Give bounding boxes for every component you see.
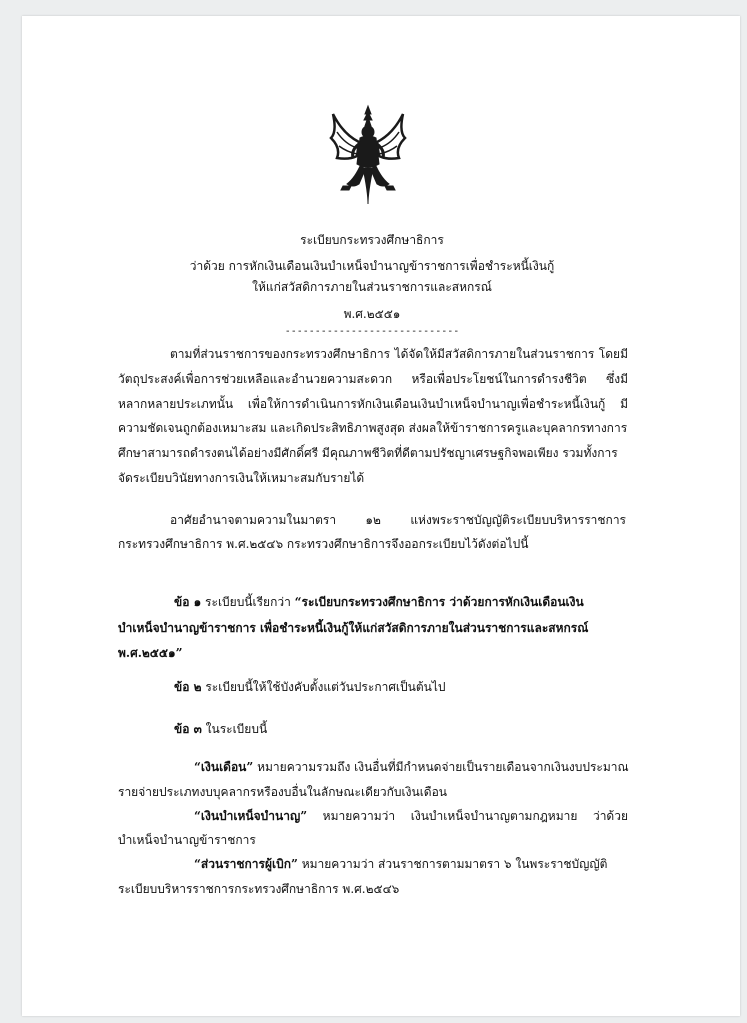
definition-line: บำเหน็จบำนาญข้าราชการ [118,833,256,847]
text-segment: ระเบียบนี้ให้ใช้บังคับตั้งแต่วันประกาศเป็นต้นไป [205,680,446,694]
document-subtitle-2: ให้แก่สวัสดิการภายในส่วนราชการและสหกรณ์ [252,280,492,294]
authority-line: กระทรวงศึกษาธิการ พ.ศ.๒๕๔๖ กระทรวงศึกษาธิการจึงออกระเบียบไว้ดังต่อไปนี้ [118,537,529,551]
text-segment: ซึ่งมี [606,372,628,386]
definition-term: “เงินเดือน” [194,760,254,774]
definition-line [194,808,628,824]
text-segment: ตามที่ส่วนราชการของกระทรวงศึกษาธิการ [170,347,391,361]
text-segment: ๑๒ [365,513,381,527]
text-segment: ว่าด้วย [592,809,628,823]
clause-1-line: พ.ศ.๒๕๕๑” [118,646,183,660]
definition-term: “ส่วนราชการผู้เบิก” [194,857,298,871]
preamble-line [170,346,628,362]
definition-line: ระเบียบบริหารราชการกระทรวงศึกษาธิการ พ.ศ.๒๕๔๖ [118,882,400,896]
text-segment: อาศัยอำนาจตามความในมาตรา [170,513,337,527]
text-segment: ระเบียบนี้เรียกว่า [205,595,291,609]
garuda-emblem-icon [327,104,409,212]
text-segment: หลากหลายประเภทนั้น [118,397,234,411]
clause-1-line: บำเหน็จบำนาญข้าราชการ เพื่อชำระหนี้เงินกู้ให้แก่สวัสดิการภายในส่วนราชการและสหกรณ์ [118,621,589,635]
clause-3-line [174,721,267,737]
text-segment: หมายความว่า [322,809,396,823]
clause-label: ข้อ ๓ [174,722,202,736]
authority-line [170,512,626,528]
clause-label: ข้อ ๒ [174,680,202,694]
clause-1-line [174,594,584,610]
text-segment: หรือเพื่อประโยชน์ในการดำรงชีวิต [411,372,587,386]
document-subtitle-1: ว่าด้วย การหักเงินเดือนเงินบำเหน็จบำนาญข้าราชการเพื่อชำระหนี้เงินกู้ [189,259,555,273]
text-segment: มี [620,397,628,411]
preamble-line: ศึกษาสามารถดำรงตนได้อย่างมีศักดิ์ศรี มีคุณภาพชีวิตที่ดีตามปรัชญาเศรษฐกิจพอเพียง รวมทั้งการ [118,446,618,460]
clause-label: ข้อ ๑ [174,595,202,609]
divider: ----------------------------- [284,326,460,337]
preamble-line: จัดระเบียบวินัยทางการเงินให้เหมาะสมกับรายได้ [118,471,365,485]
definition-line [194,759,629,775]
text-segment: ได้จัดให้มีสวัสดิการภายในส่วนราชการ [394,347,595,361]
document-page [22,16,740,1016]
definition-line [194,856,607,872]
text-segment: แห่งพระราชบัญญัติระเบียบบริหารราชการ [410,513,626,527]
text-segment: เพื่อให้การดำเนินการหักเงินเดือนเงินบำเหน็จบำนาญเพื่อชำระหนี้เงินกู้ [247,397,606,411]
definition-line: รายจ่ายประเภทงบบุคลากรหรืองบอื่นในลักษณะเดียวกับเงินเดือน [118,785,448,799]
text-segment: วัตถุประสงค์เพื่อการช่วยเหลือและอำนวยความสะดวก [118,372,393,386]
clause-2-line [174,679,446,695]
regulation-name: “ระเบียบกระทรวงศึกษาธิการ ว่าด้วยการหักเงินเดือนเงิน [294,595,584,609]
text-segment: เงินบำเหน็จบำนาญตามกฎหมาย [410,809,578,823]
document-title: ระเบียบกระทรวงศึกษาธิการ [300,233,444,247]
preamble-line [118,371,628,387]
text-segment: หมายความรวมถึง เงินอื่นที่มีกำหนดจ่ายเป็นรายเดือนจากเงินงบประมาณ [257,760,629,774]
text-segment: โดยมี [598,347,628,361]
definition-term: “เงินบำเหน็จบำนาญ” [194,809,308,823]
document-year: พ.ศ.๒๕๕๑ [343,307,401,321]
preamble-line [118,396,628,412]
preamble-line: ความชัดเจนถูกต้องเหมาะสม และเกิดประสิทธิภาพสูงสุด ส่งผลให้ข้าราชการครูและบุคลากรทางการ [118,421,628,435]
text-segment: ในระเบียบนี้ [205,722,268,736]
text-segment: หมายความว่า ส่วนราชการตามมาตรา ๖ ในพระราชบัญญัติ [301,857,608,871]
